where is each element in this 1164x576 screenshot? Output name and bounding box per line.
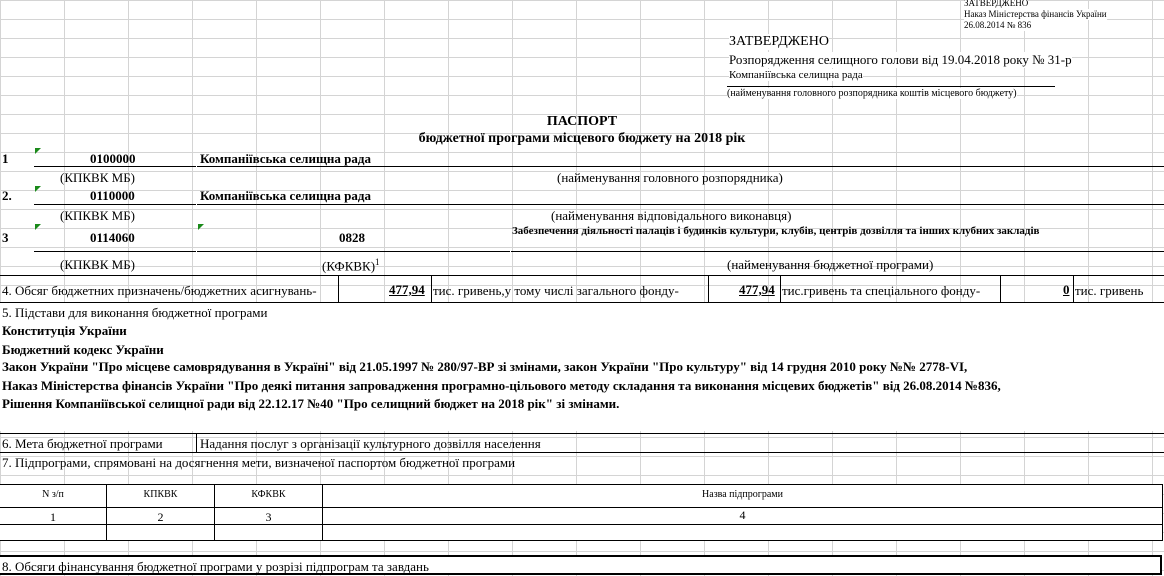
volume-general: 477,94 [739,282,775,297]
row3-bottom-rule [0,275,1164,276]
basis-line-2: Бюджетний кодекс України [2,342,164,357]
row1-name-caption: (найменування головного розпорядника) [557,170,783,185]
row1-code-caption: (КПКВК МБ) [60,170,136,185]
row1-name-underline [197,166,1164,167]
subprograms-header-number: N з/п [42,489,64,500]
volume-divider-6 [1073,276,1074,302]
volume-special-unit: тис. гривень [1075,283,1144,298]
top-approval-date: 26.08.2014 № 836 [964,20,1032,30]
row3-code-underline [34,251,196,252]
row3-kfkvk-footnote: 1 [375,257,380,267]
row2-code: 0110000 [90,188,135,203]
subprograms-colnum-1: 1 [50,510,56,524]
subprograms-header-kpkvk: КПКВК [143,489,178,500]
row3-kfkvk-underline [197,251,510,252]
row1-name: Компаніївська селищна рада [200,151,371,166]
volume-special: 0 [1063,282,1070,297]
subprograms-table-top [0,484,1162,485]
basis-line-1: Конституція України [2,323,127,338]
subprograms-table-bottom [0,540,1162,541]
row3-name: Забезпечення діяльності палаців i будинків культури, клубів, центрів дозвілля та iнших клубних закладів [512,225,1040,237]
subprograms-col-4 [1162,484,1163,541]
volume-divider-4 [780,276,781,302]
approval-title: ЗАТВЕРДЖЕНО [729,34,829,49]
row1-number: 1 [2,151,9,166]
basis-line-5: Рішення Компаніївської селищної ради від 22.12.17 №40 "Про селищний бюджет на 2018 рік" зі змінами. [2,396,620,411]
top-approval-title: ЗАТВЕРДЖЕНО [964,0,1029,8]
row3-kfkvk-caption-text: (КФКВК) [322,258,376,274]
volume-divider-2 [431,276,432,302]
row2-name-caption: (найменування відповідального виконавця) [551,208,792,223]
row1-marker [35,148,41,154]
subprograms-header-kfkvk: КФКВК [251,489,286,500]
row3-code-caption: (КПКВК МБ) [60,257,136,272]
passport-title: ПАСПОРТ [546,114,618,129]
row3-kfkvk: 0828 [339,230,365,245]
subprograms-colnum-2: 2 [157,510,164,524]
goal-divider [196,434,197,452]
subprograms-header-name: Назва підпрограми [702,489,783,500]
approval-order: Розпорядження селищного голови від 19.04.2018 року № 31-р [729,52,1072,67]
subprograms-colnum-3: 3 [265,510,272,524]
volume-general-unit: тис.гривень та спеціального фонду- [782,283,981,298]
approval-org-caption: (найменування головного розпорядника коштів місцевого бюджету) [727,88,1017,99]
row3-kfkvk-caption [322,257,380,274]
row2-name: Компаніївська селищна рада [200,188,371,203]
volume-total-unit: тис. гривень,у тому числі загального фонду- [433,283,679,298]
row1-code: 0100000 [90,151,136,166]
subprograms-colnum-4: 4 [739,508,746,522]
row2-name-underline [197,204,1164,205]
basis-label: 5. Підстави для виконання бюджетної програми [2,305,268,320]
approval-org-underline [727,86,1055,87]
row1-code-underline [34,166,196,167]
volume-label: 4. Обсяг бюджетних призначень/бюджетних асигнувань- [2,283,317,298]
row3-kfkvk-marker [198,224,204,230]
volume-total: 477,94 [389,282,425,297]
volume-divider-1 [338,276,339,302]
row3-number: 3 [2,230,9,245]
volume-divider-3 [708,276,709,302]
subprograms-label: 7. Підпрограми, спрямовані на досягнення мети, визначеної паспортом бюджетної програми [2,455,516,470]
volume-divider-5 [1000,276,1001,302]
row3-code-marker [35,224,41,230]
financing-bottom-rule [0,573,1162,575]
row2-marker [35,186,41,192]
goal-value: Надання послуг з організації культурного дозвілля населення [200,436,541,451]
basis-line-3: Закон України "Про місцеве самоврядування в Україні" від 21.05.1997 № 280/97-ВР зі змінами, закон України "Про культуру" від 14 грудня 2010 року №№ 2778-VI, [2,359,968,374]
goal-bottom-rule [0,452,1164,453]
row2-code-caption: (КПКВК МБ) [60,208,136,223]
row2-number: 2. [2,188,12,203]
basis-line-4: Наказ Міністерства фінансів України "Про деякі питання запровадження програмно-цільового методу складання та виконання місцевих бюджетів" від 26.08.2014 №836, [2,378,1001,393]
basis-bottom-rule [0,433,1164,434]
goal-label: 6. Мета бюджетної програми [2,436,163,451]
financing-right-edge [1160,555,1162,575]
passport-subtitle: бюджетної програми місцевого бюджету на 2018 рік [418,131,746,146]
top-approval-order: Наказ Міністерства фінансів України [964,9,1107,19]
row2-code-underline [34,204,196,205]
row3-code: 0114060 [90,230,135,245]
row3-name-underline [511,251,1164,252]
financing-label: 8. Обсяги фінансування бюджетної програми у розрізі підпрограм та завдань [2,559,429,574]
row3-name-caption: (найменування бюджетної програми) [727,257,934,272]
approval-org: Компаніївська селищна рада [729,69,863,81]
